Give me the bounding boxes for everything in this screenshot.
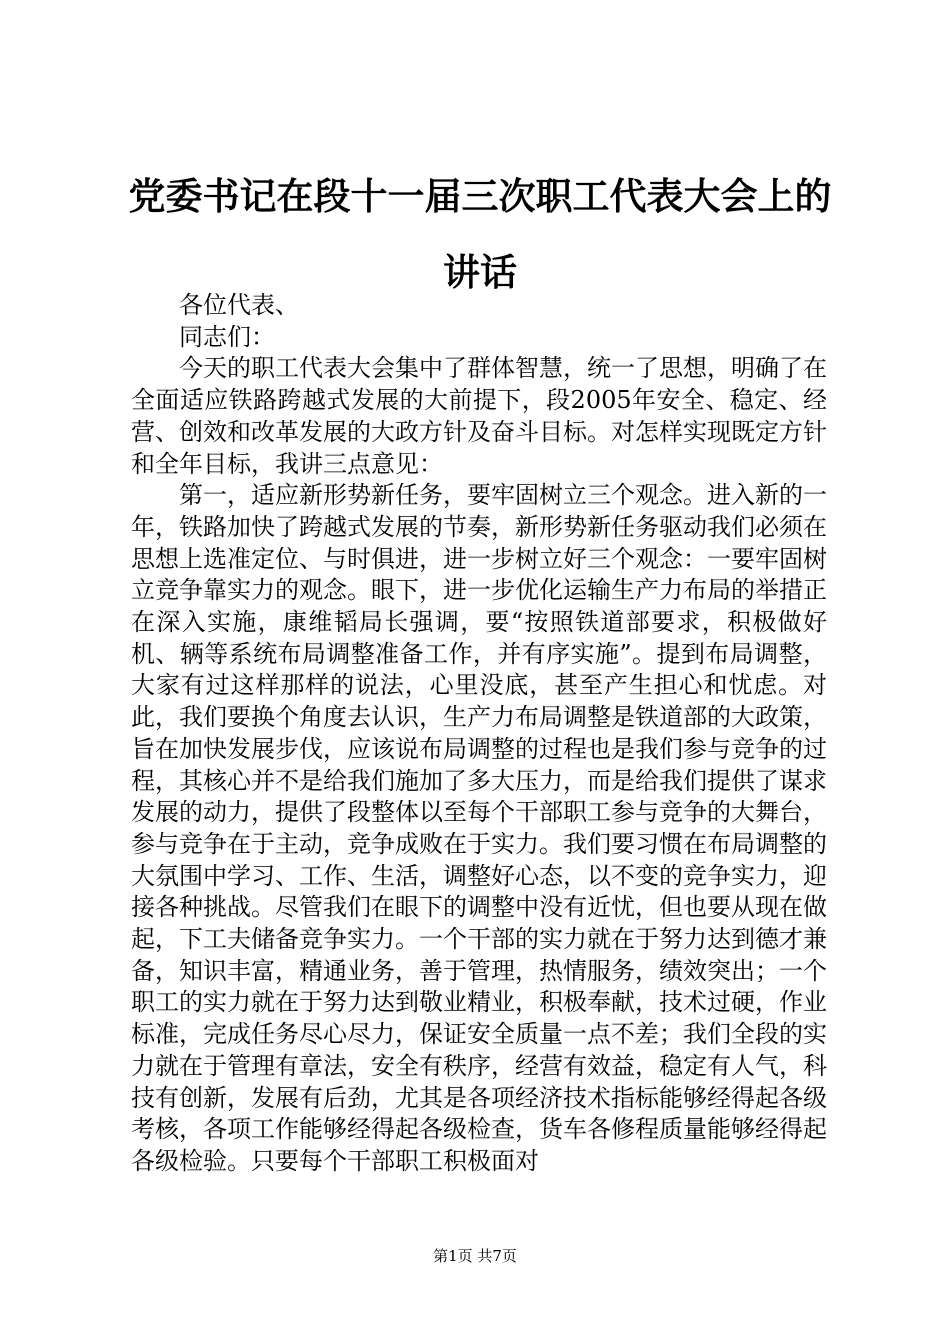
page-footer: 第1页 共7页 (433, 1247, 517, 1265)
document-body (131, 290, 827, 1178)
body-paragraph: 今天的职工代表大会集中了群体智慧，统一了思想，明确了在全面适应铁路跨越式发展的大前提下，段2005年安全、稳定、经营、创效和改革发展的大政方针及奋斗目标。对怎样实现既定方针和全年目标，我讲三点意见： (131, 354, 827, 478)
salutation-line: 同志们： (179, 322, 275, 351)
salutation-line: 各位代表、 (179, 291, 299, 319)
body-paragraph: 第一，适应新形势新任务，要牢固树立三个观念。进入新的一年，铁路加快了跨越式发展的节奏，新形势新任务驱动我们必须在思想上选准定位、与时俱进，进一步树立好三个观念：一要牢固树立竞争靠实力的观念。眼下，进一步优化运输生产力布局的举措正在深入实施，康维韬局长强调，要“按照铁道部要求，积极做好机、辆等系统布局调整准备工作，并有序实施”。提到布局调整，大家有过这样那样的说法，心里没底，甚至产生担心和忧虑。对此，我们要换个角度去认识，生产力布局调整是铁道部的大政策，旨在加快发展步伐，应该说布局调整的过程也是我们参与竞争的过程，其核心并不是给我们施加了多大压力，而是给我们提供了谋求发展的动力，提供了段整体以至每个干部职工参与竞争的大舞台，参与竞争在于主动，竞争成败在于实力。我们要习惯在布局调整的大氛围中学习、工作、生活，调整好心态，以不变的竞争实力，迎接各种挑战。尽管我们在眼下的调整中没有近忧，但也要从现在做起，下工夫储备竞争实力。一个干部的实力就在于努力达到德才兼备，知识丰富，精通业务，善于管理，热情服务，绩效突出；一个职工的实力就在于努力达到敬业精业，积极奉献，技术过硬，作业标准，完成任务尽心尽力，保证安全质量一点不差；我们全段的实力就在于管理有章法，安全有秩序，经营有效益，稳定有人气，科技有创新，发展有后劲，尤其是各项经济技术指标能够经得起各级考核，各项工作能够经得起各级检查，货车各修程质量能够经得起各级检验。只要每个干部职工积极面对 (131, 481, 827, 1175)
document-title: 党委书记在段十一届三次职工代表大会上的讲话 (128, 174, 832, 294)
